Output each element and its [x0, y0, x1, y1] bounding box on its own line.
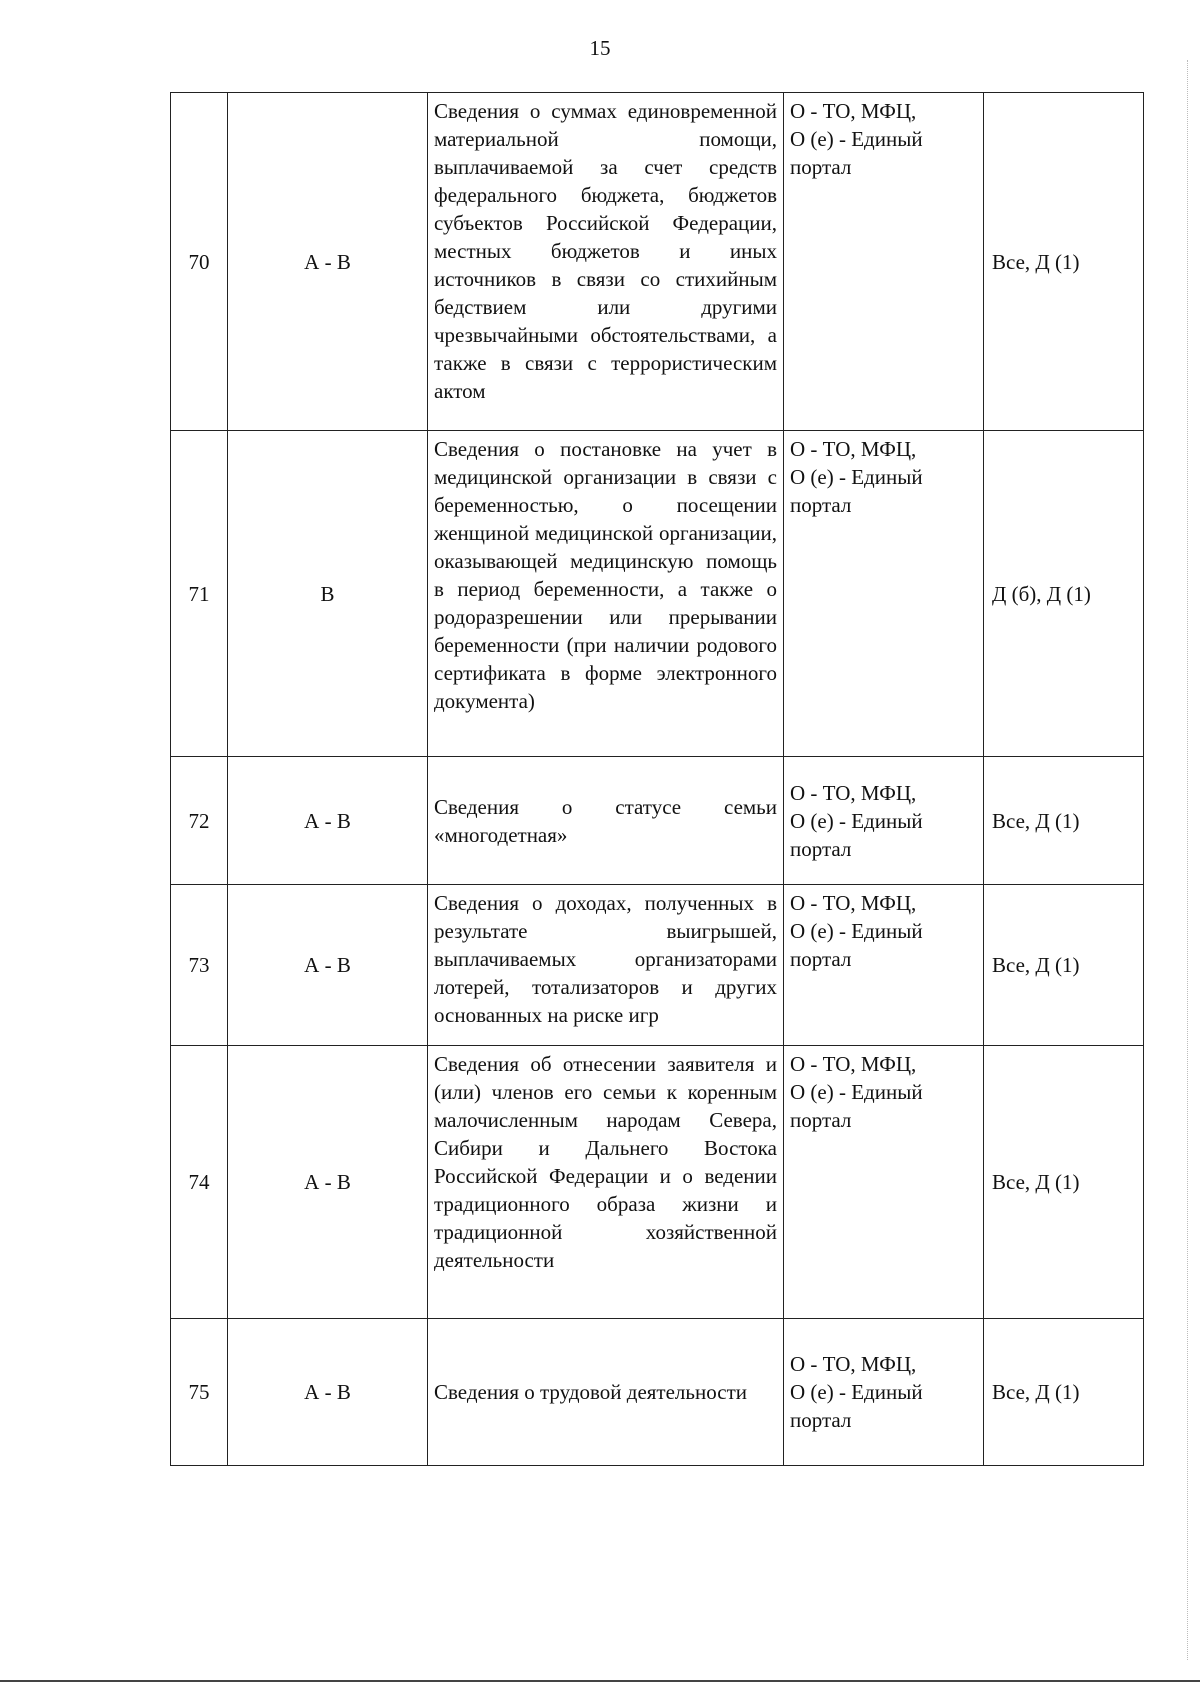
row-applicants: Все, Д (1): [984, 93, 1144, 431]
bottom-scan-line: [0, 1680, 1200, 1682]
table-row: [171, 885, 1144, 1046]
document-table: [170, 92, 1144, 1466]
row-code: А - В: [228, 1046, 428, 1319]
row-description: Сведения о трудовой деятельности: [428, 1319, 784, 1466]
row-description: Сведения о статусе семьи «многодетная»: [428, 757, 784, 885]
row-description: Сведения о постановке на учет в медицинской организации в связи с беременностью, о посещении женщиной медицинской организации, оказывающей медицинскую помощь в период беременности, а также о родоразрешении или прерывании беременности (при наличии родового сертификата в форме электронного документа): [428, 431, 784, 757]
row-applicants: Д (б), Д (1): [984, 431, 1144, 757]
method-line: О (е) - Единый: [790, 465, 923, 489]
row-number: 72: [171, 757, 228, 885]
table-row: [171, 757, 1144, 885]
method-line: портал: [790, 947, 852, 971]
method-line: портал: [790, 493, 852, 517]
row-description: Сведения о доходах, полученных в результате выигрышей, выплачиваемых организаторами лотерей, тотализаторов и других основанных на риске игр: [428, 885, 784, 1046]
row-description: Сведения о суммах единовременной материальной помощи, выплачиваемой за счет средств федерального бюджета, бюджетов субъектов Российской Федерации, местных бюджетов и иных источников в связи со стихийным бедствием или другими чрезвычайными обстоятельствами, а также в связи с террористическим актом: [428, 93, 784, 431]
method-line: О - ТО, МФЦ,: [790, 437, 917, 461]
row-description: Сведения об отнесении заявителя и (или) членов его семьи к коренным малочисленным народам Севера, Сибири и Дальнего Востока Российской Федерации и о ведении традиционного образа жизни и традиционной хозяйственной деятельности: [428, 1046, 784, 1319]
table-row: [171, 431, 1144, 757]
table-row: [171, 1046, 1144, 1319]
method-line: портал: [790, 1108, 852, 1132]
row-applicants: Все, Д (1): [984, 885, 1144, 1046]
method-line: О - ТО, МФЦ,: [790, 1052, 917, 1076]
row-method: [784, 1046, 984, 1319]
table-row: [171, 93, 1144, 431]
method-line: портал: [790, 155, 852, 179]
method-line: О (е) - Единый: [790, 127, 923, 151]
row-number: 73: [171, 885, 228, 1046]
row-number: 75: [171, 1319, 228, 1466]
row-code: А - В: [228, 93, 428, 431]
row-number: 71: [171, 431, 228, 757]
row-method: [784, 1319, 984, 1466]
method-line: портал: [790, 836, 852, 861]
row-method: [784, 757, 984, 885]
row-applicants: Все, Д (1): [984, 757, 1144, 885]
row-applicants: Все, Д (1): [984, 1046, 1144, 1319]
row-method: [784, 885, 984, 1046]
row-method: [784, 93, 984, 431]
row-code: А - В: [228, 757, 428, 885]
method-line: О (е) - Единый: [790, 808, 923, 833]
row-code: А - В: [228, 1319, 428, 1466]
table-row: [171, 1319, 1144, 1466]
row-applicants: Все, Д (1): [984, 1319, 1144, 1466]
method-line: О (е) - Единый: [790, 919, 923, 943]
method-line: О - ТО, МФЦ,: [790, 780, 917, 805]
method-line: О (е) - Единый: [790, 1080, 923, 1104]
row-code: А - В: [228, 885, 428, 1046]
method-line: О - ТО, МФЦ,: [790, 99, 917, 123]
page-number: 15: [589, 36, 611, 60]
method-line: портал: [790, 1408, 852, 1432]
row-method: [784, 431, 984, 757]
scan-edge-mark: [1187, 60, 1188, 1660]
row-number: 70: [171, 93, 228, 431]
row-code: В: [228, 431, 428, 757]
row-number: 74: [171, 1046, 228, 1319]
method-line: О - ТО, МФЦ,: [790, 891, 917, 915]
method-line: О (е) - Единый: [790, 1380, 923, 1404]
method-line: О - ТО, МФЦ,: [790, 1352, 917, 1376]
